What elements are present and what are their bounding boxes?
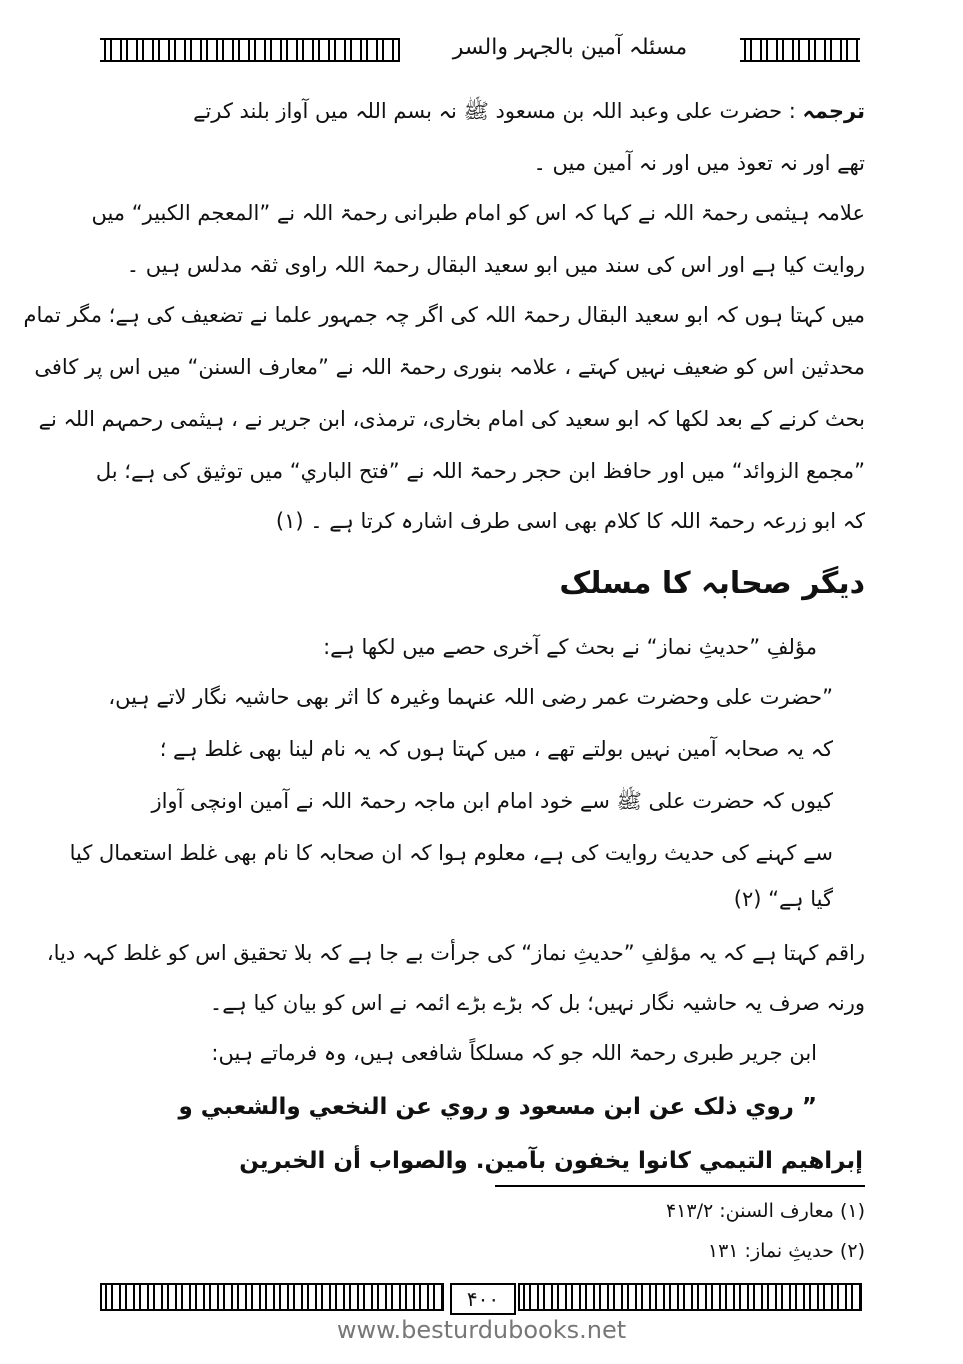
paragraph-line: راقم کہتا ہے کہ یہ مؤلفِ ”حدیثِ نماز“ کی جرأت بے جا ہے کہ بلا تحقیق اس کو غلط کہہ دیا، [46,941,865,965]
translation-line-1 [193,96,865,126]
paragraph-line: کہ ابو زرعہ رحمۃ اللہ کا کلام بھی اسی طرف اشارہ کرتا ہے ۔ (۱) [275,509,865,533]
translation-line-2: تھے اور نہ تعوذ میں اور نہ آمین میں ۔ [533,151,865,175]
paragraph-line: ابن جریر طبری رحمۃ اللہ جو کہ مسلکاً شافعی ہیں، وہ فرماتے ہیں: [211,1041,817,1065]
footer-ornament-right [518,1283,862,1311]
paragraph-line: ”مجمع الزوائد“ میں اور حافظ ابن حجر رحمۃ اللہ نے ”فتح الباري“ میں توثیق کی ہے؛ بل [95,459,865,483]
header-ornament-left [100,38,400,62]
page-header [100,30,860,66]
footer-ornament-left [100,1283,444,1311]
arabic-quote-line: إبراهيم التيمي كانوا يخفون بآمين. والصواب أن الخبرين [239,1148,863,1174]
paragraph-line: میں کہتا ہوں کہ ابو سعید البقال رحمۃ اللہ کی اگر چہ جمہور علما نے تضعیف کی ہے؛ مگر تمام [23,303,865,327]
page-number: ۴۰۰ [450,1283,516,1315]
arabic-quote-line: ” روي ذلک عن ابن مسعود و روي عن النخعي والشعبي و [178,1094,817,1120]
translation-label: ترجمہ [802,99,865,123]
website-watermark: www.besturdubooks.net [336,1316,627,1344]
footnote: (۲) حدیثِ نماز: ۱۳۱ [707,1240,865,1262]
section-heading: دیگر صحابہ کا مسلک [559,566,865,601]
paragraph-line: روایت کیا ہے اور اس کی سند میں ابو سعید البقال رحمۃ اللہ راوی ثقہ مدلس ہیں ۔ [126,253,865,277]
quote-intro: مؤلفِ ”حدیثِ نماز“ نے بحث کے آخری حصے میں لکھا ہے: [323,635,817,659]
quote-line: گیا ہے“ (۲) [733,887,833,911]
paragraph-line: ورنہ صرف یہ حاشیہ نگار نہیں؛ بل کہ بڑے بڑے ائمہ نے اس کو بیان کیا ہے۔ [209,991,865,1015]
header-title: مسئلہ آمین بالجہر والسر [452,35,688,60]
quote-line: ”حضرت علی وحضرت عمر رضی اللہ عنہما وغیرہ کا اثر بھی حاشیہ نگار لاتے ہیں، [108,685,833,709]
quote-line: کہ یہ صحابہ آمین نہیں بولتے تھے ، میں کہتا ہوں کہ یہ نام لینا بھی غلط ہے ؛ [159,737,833,761]
paragraph-line: علامہ ہیثمی رحمۃ اللہ نے کہا کہ اس کو امام طبرانی رحمۃ اللہ نے ”المعجم الکبیر“ میں [91,201,865,225]
paragraph-line: محدثین اس کو ضعیف نہیں کہتے ، علامہ بنوری رحمۃ اللہ نے ”معارف السنن“ میں اس پر کافی [34,355,865,379]
footnote-divider [495,1185,865,1187]
page-footer [100,1283,862,1311]
paragraph-line: بحث کرنے کے بعد لکھا کہ ابو سعید کی امام بخاری، ترمذی، ابن جریر نے ، ہیثمی رحمہم اللہ نے [38,407,865,431]
header-ornament-right [740,38,860,62]
translation-text-1: : حضرت علی وعبد اللہ بن مسعود ﷺ نہ بسم اللہ میں آواز بلند کرتے [193,99,796,123]
quote-line: سے کہنے کی حدیث روایت کی ہے، معلوم ہوا کہ ان صحابہ کا نام بھی غلط استعمال کیا [69,841,833,865]
footnote: (۱) معارف السنن: ۴۱۳/۲ [665,1200,865,1222]
quote-line: کیوں کہ حضرت علی ﷺ سے خود امام ابن ماجہ رحمۃ اللہ نے آمین اونچی آواز [151,789,833,813]
